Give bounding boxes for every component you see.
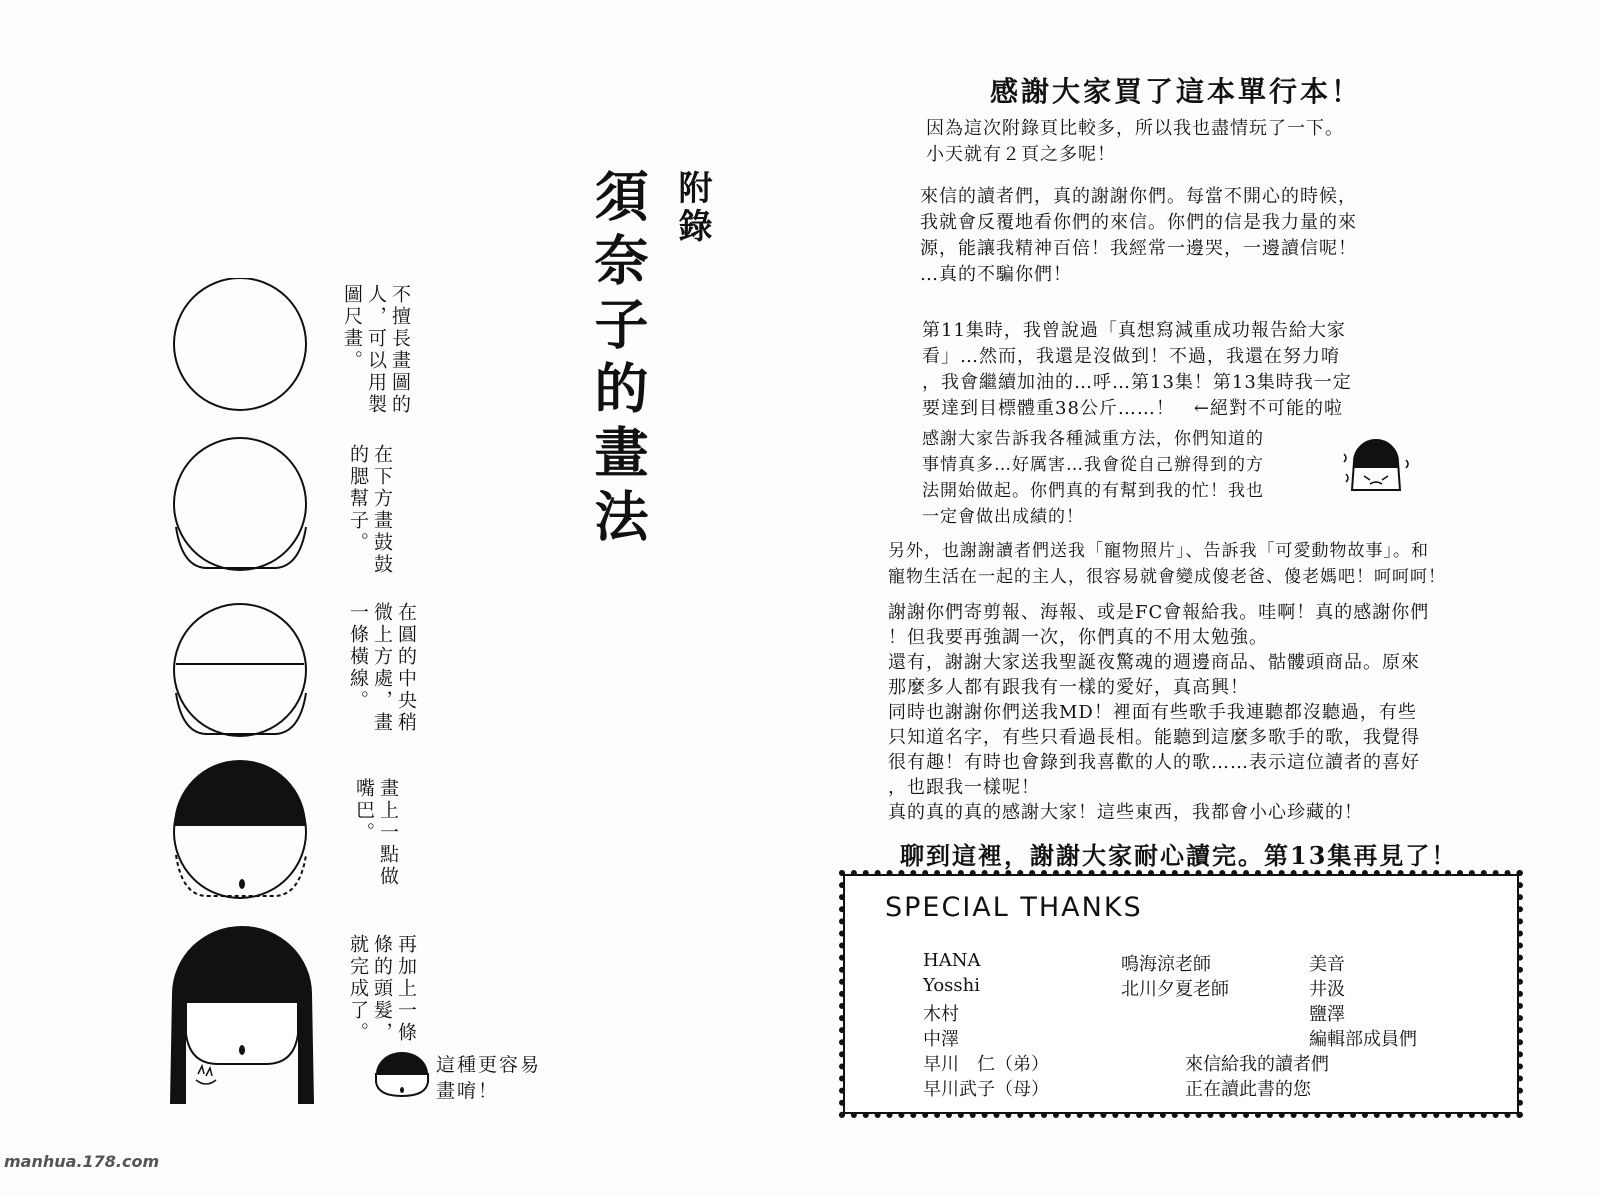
thanks-heading: 感謝大家買了這本單行本！ — [990, 75, 1363, 108]
closing-line: 聊到這裡，謝謝大家耐心讀完。第13集再見了！ — [900, 841, 1458, 870]
paragraph-line: 要達到目標體重38公斤……！ ←絕對不可能的啦 — [922, 398, 1343, 419]
paragraph-line: ，我會繼續加油的…呼…第13集！第13集時我一定 — [922, 372, 1352, 393]
step4-mouth-figure — [168, 760, 320, 928]
paragraph-line: …真的不騙你們！ — [920, 264, 1072, 285]
thanks-name: 中澤 — [923, 1029, 959, 1050]
thanks-name: 北川夕夏老師 — [1121, 979, 1229, 1000]
paragraph-line: 那麼多人都有跟我有一樣的愛好，真高興！ — [888, 677, 1249, 698]
thanks-name: HANA — [923, 950, 981, 971]
watermark: manhua.178.com — [4, 1152, 160, 1171]
paragraph-line: 很有趣！有時也會錄到我喜歡的人的歌……表示這位讀者的喜好 — [888, 752, 1420, 773]
thanks-name: 井汲 — [1309, 979, 1345, 1000]
step1-circle-figure — [168, 278, 320, 446]
thanks-name: 來信給我的讀者們 — [1185, 1054, 1329, 1075]
note-text — [436, 1052, 541, 1104]
sunako-chibi-icon — [1340, 432, 1412, 494]
thanks-name: 木村 — [923, 1004, 959, 1025]
appendix-label: 附錄 — [672, 170, 712, 246]
note-line-2: 畫唷！ — [436, 1080, 500, 1102]
paragraph-line: 源，能讓我精神百倍！我經常一邊哭，一邊讀信呢！ — [920, 238, 1357, 259]
paragraph-line: 因為這次附錄頁比較多，所以我也盡情玩了一下。 — [926, 118, 1344, 139]
paragraph-line: 小天就有２頁之多呢！ — [926, 144, 1116, 165]
paragraph-line: 看」…然而，我還是沒做到！不過，我還在努力唷 — [922, 346, 1340, 367]
step4-text: 畫上一點做嘴巴。 — [353, 778, 399, 888]
paragraph-line: 來信的讀者們，真的謝謝你們。每當不開心的時候， — [920, 186, 1357, 207]
paragraph-line: 法開始做起。你們真的有幫到我的忙！我也 — [922, 481, 1264, 501]
step3-line-figure — [168, 598, 320, 766]
paragraph-line: 一定會做出成績的！ — [922, 507, 1084, 527]
step2-text: 在下方畫鼓鼓的腮幫子。 — [347, 444, 393, 576]
special-thanks-title: SPECIAL THANKS — [885, 892, 1143, 923]
step2-cheeks-figure — [168, 432, 320, 600]
special-thanks-box — [843, 874, 1519, 1114]
thanks-name: 編輯部成員們 — [1309, 1029, 1417, 1050]
thanks-name: 鳴海涼老師 — [1121, 954, 1211, 975]
paragraph-line: 同時也謝謝你們送我MD！裡面有些歌手我連聽都沒聽過，有些 — [888, 702, 1417, 723]
note-line-1: 這種更容易 — [436, 1054, 542, 1076]
paragraph-line: 謝謝你們寄剪報、海報、或是FC會報給我。哇啊！真的感謝你們 — [888, 602, 1430, 623]
paragraph-line: 第11集時，我曾說過「真想寫減重成功報告給大家 — [922, 320, 1346, 341]
paragraph-4 — [922, 426, 1264, 530]
thanks-name: 早川 仁（弟） — [923, 1054, 1049, 1075]
paragraph-line: 真的真的真的感謝大家！這些東西，我都會小心珍藏的！ — [888, 802, 1363, 823]
step1-text: 不擅長畫圖的人，可以用製圖尺畫。 — [341, 284, 411, 416]
paragraph-line: 寵物生活在一起的主人，很容易就會變成傻老爸、傻老媽吧！呵呵呵！ — [888, 567, 1446, 587]
paragraph-3 — [922, 318, 1352, 422]
thanks-name: Yosshi — [923, 975, 980, 996]
mini-head-icon — [374, 1052, 430, 1098]
thanks-name: 鹽澤 — [1309, 1004, 1345, 1025]
paragraph-line: ，也跟我一樣呢！ — [888, 777, 1040, 798]
paragraph-1 — [926, 116, 1344, 168]
step5-text: 再加上一條條的頭髮，就完成了。 — [347, 934, 417, 1044]
paragraph-6 — [888, 600, 1429, 825]
thanks-name: 早川武子（母） — [923, 1079, 1049, 1100]
thanks-name: 正在讀此書的您 — [1185, 1079, 1311, 1100]
page-title: 須奈子的畫法 — [586, 168, 650, 552]
paragraph-line: 事情真多…好厲害…我會從自己辦得到的方 — [922, 455, 1264, 475]
paragraph-line: 只知道名字，有些只看過長相。能聽到這麼多歌手的歌，我覺得 — [888, 727, 1420, 748]
paragraph-line: 還有，謝謝大家送我聖誕夜驚魂的週邊商品、骷髏頭商品。原來 — [888, 652, 1420, 673]
paragraph-line: 感謝大家告訴我各種減重方法，你們知道的 — [922, 429, 1264, 449]
thanks-name: 美音 — [1309, 954, 1345, 975]
step3-text: 在圓的中央稍微上方處，畫一條橫線。 — [347, 602, 417, 734]
paragraph-2 — [920, 184, 1357, 288]
paragraph-line: ！但我要再強調一次，你們真的不用太勉強。 — [888, 627, 1268, 648]
paragraph-line: 我就會反覆地看你們的來信。你們的信是我力量的來 — [920, 212, 1357, 233]
paragraph-line: 另外，也謝謝讀者們送我「寵物照片」、告訴我「可愛動物故事」。和 — [888, 541, 1429, 561]
step5-hair-figure — [168, 924, 320, 1104]
paragraph-5 — [888, 538, 1446, 590]
